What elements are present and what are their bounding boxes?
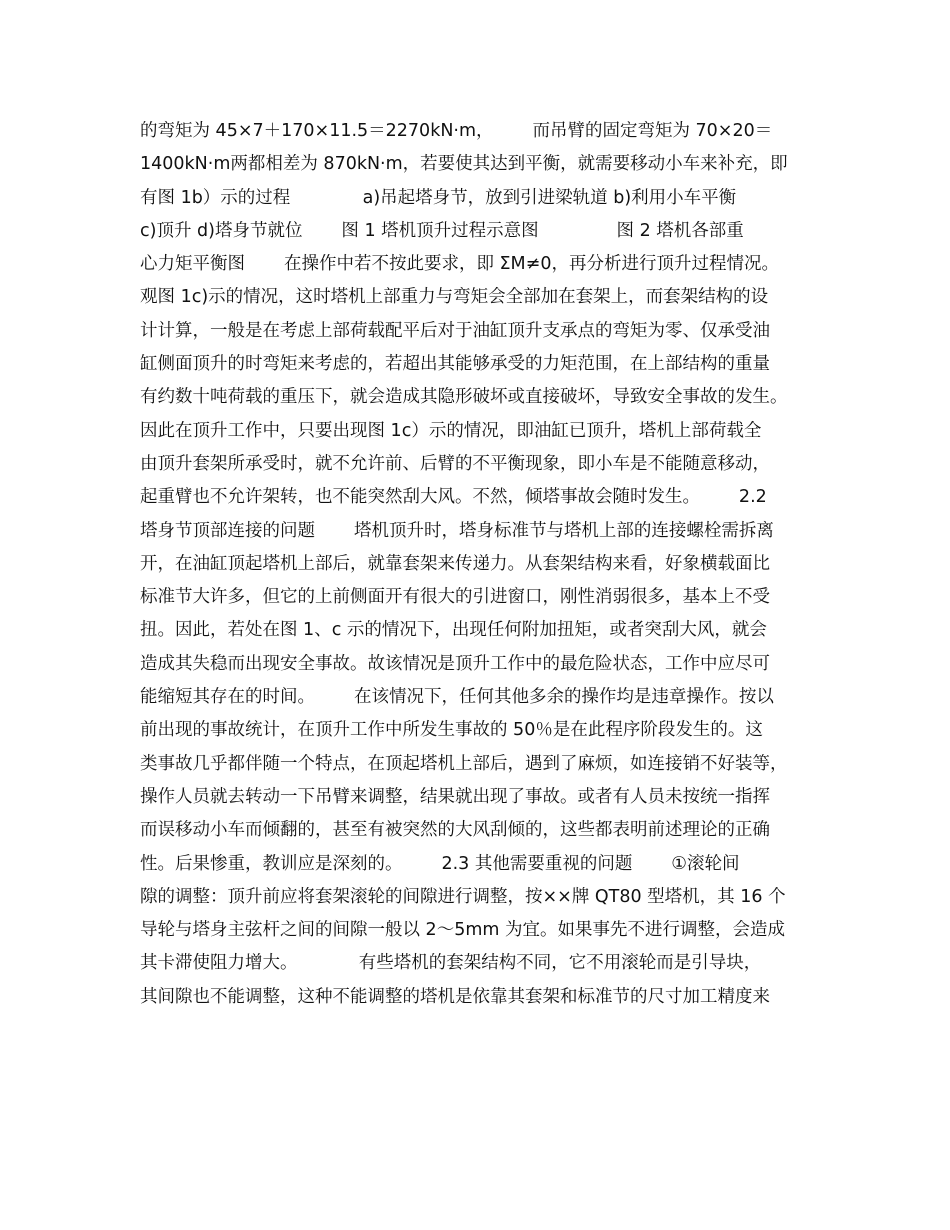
text-line: 因此在顶升工作中，只要出现图 1c）示的情况，即油缸已顶升，塔机上部荷载全: [140, 420, 762, 441]
text-line: 性。后果惨重，教训应是深刻的。 2.3 其他需要重视的问题 ①滚轮间: [140, 853, 740, 874]
text-line: 扭。因此，若处在图 1、c 示的情况下，出现任何附加扭矩，或者突刮大风，就会: [140, 620, 767, 641]
text-line: 能缩短其存在的时间。 在该情况下，任何其他多余的操作均是违章操作。按以: [140, 687, 774, 708]
text-line: 操作人员就去转动一下吊臂来调整，结果就出现了事故。或者有人员未按统一指挥: [140, 786, 770, 807]
text-line: 起重臂也不允许架转，也不能突然刮大风。不然，倾塔事故会随时发生。 2.2: [140, 487, 767, 508]
text-line: 计计算，一般是在考虑上部荷载配平后对于油缸顶升支承点的弯矩为零、仅承受油: [140, 320, 770, 341]
text-line: 类事故几乎都伴随一个特点，在顶起塔机上部后，遇到了麻烦，如连接销不好装等，: [140, 753, 788, 774]
text-line: 缸侧面顶升的时弯矩来考虑的，若超出其能够承受的力矩范围，在上部结构的重量: [140, 354, 770, 375]
text-line: 其卡滞使阻力增大。 有些塔机的套架结构不同，它不用滚轮而是引导块，: [140, 953, 762, 974]
text-line: 造成其失稳而出现安全事故。故该情况是顶升工作中的最危险状态，工作中应尽可: [140, 653, 770, 674]
text-line: 而误移动小车而倾翻的，甚至有被突然的大风刮倾的，这些都表明前述理论的正确: [140, 820, 770, 841]
text-line: 由顶升套架所承受时，就不允许前、后臂的不平衡现象，即小车是不能随意移动，: [140, 453, 770, 474]
text-line: 隙的调整：顶升前应将套架滚轮的间隙进行调整，按××牌 QT80 型塔机，其 16 个: [140, 886, 786, 907]
text-line: 的弯矩为 45×7＋170×11.5＝2270kN·m， 而吊臂的固定弯矩为 70×20＝: [140, 121, 773, 141]
text-line: 开，在油缸顶起塔机上部后，就靠套架来传递力。从套架结构来看，好象横载面比: [140, 553, 770, 574]
text-line: 标准节大许多，但它的上前侧面开有很大的引进窗口，刚性消弱很多，基本上不受: [140, 587, 770, 608]
text-line: 有图 1b）示的过程 a)吊起塔身节，放到引进梁轨道 b)利用小车平衡: [140, 187, 737, 208]
text-line: 前出现的事故统计，在顶升工作中所发生事故的 50％是在此程序阶段发生的。这: [140, 720, 763, 741]
text-line: 1400kN·m两都相差为 870kN·m，若要使其达到平衡，就需要移动小车来补充，即: [140, 154, 788, 175]
text-line: 其间隙也不能调整，这种不能调整的塔机是依靠其套架和标准节的尺寸加工精度来: [140, 986, 770, 1007]
text-line: 观图 1c)示的情况，这时塔机上部重力与弯矩会全部加在套架上，而套架结构的设: [140, 287, 769, 308]
text-line: c)顶升 d)塔身节就位 图 1 塔机顶升过程示意图 图 2 塔机各部重: [140, 220, 744, 241]
text-line: 导轮与塔身主弦杆之间的间隙一般以 2～5mm 为宜。如果事先不进行调整，会造成: [140, 920, 785, 941]
text-line: 心力矩平衡图 在操作中若不按此要求，即 ΣM≠0，再分析进行顶升过程情况。: [140, 254, 779, 275]
text-line: 有约数十吨荷载的重压下，就会造成其隐形破坏或直接破坏，导致安全事故的发生。: [140, 387, 788, 408]
text-line: 塔身节顶部连接的问题 塔机顶升时，塔身标准节与塔机上部的连接螺栓需拆离: [140, 520, 774, 541]
body-text: [140, 115, 830, 1014]
